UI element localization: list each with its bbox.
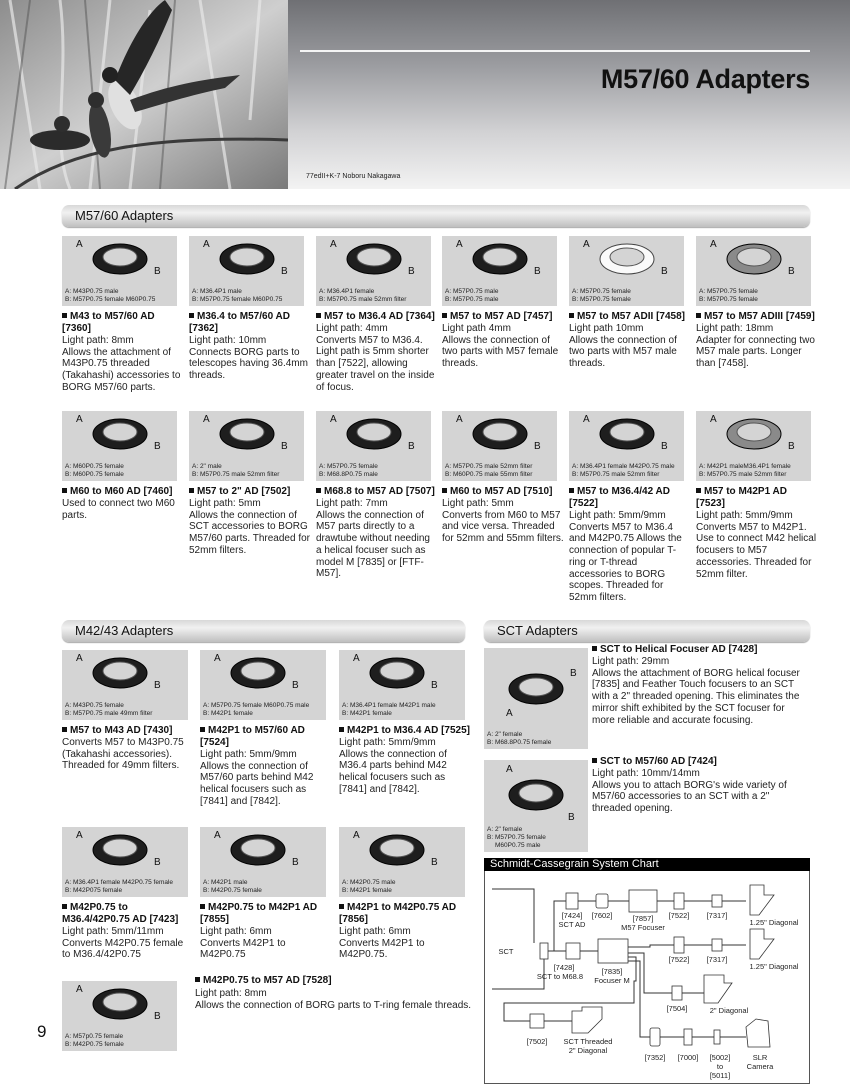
bullet-square-icon (200, 727, 205, 732)
thread-spec (699, 463, 791, 479)
end-b-label: B (154, 857, 161, 868)
end-a-label: A (456, 239, 463, 250)
product-photo (62, 650, 188, 720)
thread-spec (572, 463, 675, 479)
product-card (62, 975, 472, 1051)
thread-spec-a: A: 2" female (487, 826, 523, 833)
thread-spec (445, 288, 498, 304)
product-description: Light path: 7mm Allows the connection of M57 parts directly to a drawtube without needing a helical focuser such as model M [7835] or [FTF-M57]. (316, 498, 430, 580)
product-card (442, 411, 564, 545)
thread-spec-b: B: M68.8P0.75 male (319, 471, 378, 478)
chart-label-5002: [5002] (709, 1053, 731, 1062)
product-photo (200, 827, 326, 897)
chart-label-to: to (716, 1062, 724, 1071)
end-b-label: B (292, 680, 299, 691)
sct-chart-title: Schmidt-Cassegrain System Chart (484, 858, 810, 871)
thread-spec-b: B: M57P0.75 female M60P0.75 (192, 296, 283, 303)
thread-spec-b: B: M42P0.75 female (203, 887, 262, 894)
product-title-text: M57 to M57 ADIII [7459] (704, 311, 815, 322)
end-a-label: A (710, 239, 717, 250)
end-a-label: A (353, 653, 360, 664)
product-title (569, 311, 691, 323)
product-photo (339, 650, 465, 720)
adapter-ring-icon (344, 415, 404, 453)
end-a-label: A (330, 414, 337, 425)
thread-spec-a: A: M57P0.75 female (572, 288, 631, 295)
bullet-square-icon (189, 488, 194, 493)
adapter-ring-icon (506, 670, 566, 708)
thread-spec (487, 826, 546, 850)
end-a-label: A (76, 830, 83, 841)
product-title (316, 486, 438, 498)
end-b-label: B (154, 441, 161, 452)
chart-label-7857-sub: M57 Focuser (621, 923, 665, 932)
product-title (62, 311, 184, 335)
product-photo (339, 827, 465, 897)
chart-label-7835: [7835] (601, 967, 623, 976)
product-photo (569, 236, 684, 306)
thread-spec (65, 463, 124, 479)
end-b-label: B (788, 266, 795, 277)
thread-spec-a: A: 2" male (192, 463, 222, 470)
end-b-label: B (154, 266, 161, 277)
thread-spec-a: A: M43P0.75 female (65, 702, 124, 709)
thread-spec-a: A: 2" female (487, 731, 523, 738)
product-title-text: M60 to M60 AD [7460] (70, 486, 173, 497)
product-title-text: M42P0.75 to M57 AD [7528] (203, 975, 332, 986)
bullet-square-icon (696, 488, 701, 493)
section-header-sct: SCT Adapters (484, 620, 810, 642)
product-description: Light path: 8mm Allows the attachment of M43P0.75 threaded (Takahashi) accessories to BORG M57/60 parts. (62, 335, 181, 393)
product-title-text: M42P1 to M42P0.75 AD [7856] (339, 902, 457, 925)
thread-spec (65, 879, 173, 895)
chart-label-sct-diag-sub: 2" Diagonal (568, 1046, 608, 1055)
adapter-ring-icon (367, 654, 427, 692)
bullet-square-icon (62, 904, 67, 909)
thread-spec-b: B: M42P1 female (203, 710, 253, 717)
chart-label-7835-sub: Focuser M (594, 976, 630, 985)
product-description: Light path: 5mm Converts from M60 to M57 and vice versa. Threaded for 52mm and 55mm filters. (442, 498, 564, 545)
page-title: M57/60 Adapters (600, 64, 810, 94)
end-a-label: A (456, 414, 463, 425)
chart-label-7428-sub: SCT to M68.8 (536, 972, 584, 981)
chart-label-7522a: [7522] (668, 911, 690, 920)
adapter-ring-icon (90, 654, 150, 692)
thread-spec-b: B: M60P0.75 male 55mm filter (445, 471, 533, 478)
thread-spec-a: A: M36.4P1 female M42P1 male (342, 702, 436, 709)
bullet-square-icon (592, 758, 597, 763)
end-b-label: B (281, 266, 288, 277)
end-a-label: A (203, 239, 210, 250)
product-card (189, 236, 311, 382)
product-title (569, 486, 691, 510)
chart-label-5011: [5011] (709, 1071, 731, 1080)
product-card (62, 650, 194, 772)
adapter-ring-icon (217, 415, 277, 453)
end-a-label: A (214, 830, 221, 841)
product-title-text: M42P1 to M36.4 AD [7525] (347, 725, 471, 736)
product-title-text: M36.4 to M57/60 AD [7362] (189, 311, 290, 334)
chart-label-7000: [7000] (677, 1053, 699, 1062)
thread-spec-b: B: M57P0.75 male 52mm filter (319, 296, 407, 303)
product-description: Light path 10mm Allows the connection of two parts with M57 male threads. (569, 323, 677, 370)
product-title (62, 486, 184, 498)
end-b-label: B (568, 812, 575, 823)
thread-spec-a: A: M57P0.75 female M60P0.75 male (203, 702, 310, 709)
end-b-label: B (292, 857, 299, 868)
product-photo (62, 981, 177, 1051)
product-title-text: M42P1 to M57/60 AD [7524] (200, 725, 305, 748)
product-title-text: SCT to Helical Focuser AD [7428] (600, 644, 758, 655)
bullet-square-icon (339, 727, 344, 732)
end-b-label: B (431, 857, 438, 868)
product-description: Light path: 6mm Converts M42P1 to M42P0.75. (339, 926, 425, 961)
product-card (569, 236, 691, 370)
product-title (200, 725, 332, 749)
page-number: 9 (37, 1022, 47, 1041)
product-title (442, 486, 564, 498)
chart-label-diag125a: 1.25" Diagonal (749, 918, 799, 927)
product-title (316, 311, 438, 323)
end-b-label: B (154, 680, 161, 691)
end-a-label: A (506, 764, 513, 775)
product-photo (316, 236, 431, 306)
product-title-text: M43 to M57/60 AD [7360] (62, 311, 155, 334)
adapter-ring-icon (90, 240, 150, 278)
product-description: Light path: 8mm Allows the connection of BORG parts to T-ring female threads. (195, 988, 472, 1011)
product-card (62, 411, 184, 521)
thread-spec-b: B: M42P1 female (342, 887, 392, 894)
bullet-square-icon (316, 488, 321, 493)
bullet-square-icon (189, 313, 194, 318)
chart-label-7504: [7504] (666, 1004, 688, 1013)
thread-spec-b: B: M57P0.75 male 52mm filter (572, 471, 660, 478)
chart-label-sct: SCT (498, 947, 514, 956)
bullet-square-icon (62, 488, 67, 493)
product-description: Light path: 6mm Converts M42P1 to M42P0.75 (200, 926, 286, 961)
adapter-ring-icon (597, 415, 657, 453)
end-a-label: A (330, 239, 337, 250)
product-card (316, 236, 438, 393)
product-photo (696, 411, 811, 481)
product-title (592, 756, 810, 768)
bullet-square-icon (316, 313, 321, 318)
chart-label-7602: [7602] (591, 911, 613, 920)
bullet-square-icon (195, 977, 200, 982)
thread-spec-a: A: M36.4P1 female M42P0.75 male (572, 463, 675, 470)
adapter-ring-icon (470, 415, 530, 453)
bullet-square-icon (569, 313, 574, 318)
product-card (62, 827, 194, 961)
thread-spec-b: B: M57P0.75 male 52mm filter (699, 471, 787, 478)
product-photo (200, 650, 326, 720)
product-title-text: M42P0.75 to M36.4/42P0.75 AD [7423] (62, 902, 179, 925)
thread-spec-b: B: M57P0.75 male 49mm filter (65, 710, 153, 717)
adapter-ring-icon (90, 831, 150, 869)
bullet-square-icon (442, 488, 447, 493)
chart-label-7424: [7424] (561, 911, 583, 920)
product-photo (442, 411, 557, 481)
product-description: Converts M57 to M43P0.75 (Takahashi accessories). Threaded for 49mm filters. (62, 737, 184, 772)
product-description: Light path: 18mm Adapter for connecting two M57 male parts. Longer than [7458]. (696, 323, 815, 370)
chart-label-7428: [7428] (553, 963, 575, 972)
thread-spec (65, 288, 155, 304)
product-description: Light path: 5mm/9mm Converts M57 to M36.4 and M42P0.75 Allows the connection of popular T-ring or T-thread accessories to BORG scopes. Threaded for 52mm filters. (569, 510, 682, 603)
thread-spec-b: B: M57P0.75 female (487, 834, 546, 841)
product-card (62, 236, 184, 394)
product-photo (484, 648, 588, 749)
photo-credit: 77edII+K-7 Noboru Nakagawa (306, 173, 401, 180)
thread-spec (192, 288, 282, 304)
adapter-ring-icon (217, 240, 277, 278)
product-card (200, 827, 332, 961)
thread-spec (572, 288, 631, 304)
end-a-label: A (214, 653, 221, 664)
product-title (339, 902, 471, 926)
chart-label-sct-diag: SCT Threaded (563, 1037, 613, 1046)
end-a-label: A (353, 830, 360, 841)
product-description: Light path: 10mm/14mm Allows you to attach BORG's wide variety of M57/60 accessories to an SCT with a 2" threaded opening. (592, 768, 787, 815)
product-description: Light path: 5mm/11mm Converts M42P0.75 female to M36.4/42P0.75 (62, 926, 184, 961)
adapter-ring-icon (367, 831, 427, 869)
product-title-text: M57 to 2" AD [7502] (197, 486, 291, 497)
thread-spec (445, 463, 532, 479)
product-description: Light path: 29mm Allows the attachment of BORG helical focuser [7835] and Feather Touch focusers to an SCT with a 2" threaded opening. This eliminates the mirror shift exhibited by the SCT focuser for more reliable and accurate focusing. (592, 656, 800, 726)
bullet-square-icon (442, 313, 447, 318)
product-card (484, 644, 810, 749)
section-header-m5760: M57/60 Adapters (62, 205, 810, 227)
chart-label-7352: [7352] (644, 1053, 666, 1062)
product-title (592, 644, 810, 656)
adapter-ring-icon (344, 240, 404, 278)
thread-spec-a: A: M57P0.75 female (319, 463, 378, 470)
product-description: Light path: 5mm/9mm Converts M57 to M42P1. Use to connect M42 helical focusers to M57 accessories. Threaded for 52mm filter. (696, 510, 817, 580)
product-title-text: M57 to M57 AD [7457] (450, 311, 553, 322)
end-a-label: A (76, 239, 83, 250)
thread-spec (319, 288, 406, 304)
product-title-text: M57 to M42P1 AD [7523] (696, 486, 787, 509)
product-title (442, 311, 564, 323)
end-b-label: B (281, 441, 288, 452)
thread-spec-a: A: M42P1 male (203, 879, 248, 886)
product-card (696, 236, 818, 370)
end-b-label: B (408, 441, 415, 452)
end-a-label: A (76, 414, 83, 425)
chart-label-slr: SLR (752, 1053, 768, 1062)
product-title-text: SCT to M57/60 AD [7424] (600, 756, 717, 767)
adapter-ring-icon (228, 654, 288, 692)
product-title-text: M42P0.75 to M42P1 AD [7855] (200, 902, 318, 925)
adapter-ring-icon (724, 415, 784, 453)
product-card (339, 827, 471, 961)
product-title (62, 902, 194, 926)
product-photo (189, 236, 304, 306)
chart-label-7502: [7502] (526, 1037, 548, 1046)
thread-spec-a: A: M42P0.75 male (342, 879, 396, 886)
section-header-m4243: M42/43 Adapters (62, 620, 465, 642)
end-b-label: B (534, 441, 541, 452)
product-title-text: M68.8 to M57 AD [7507] (324, 486, 435, 497)
end-b-label: B (661, 441, 668, 452)
adapter-ring-icon (506, 776, 566, 814)
thread-spec (487, 731, 551, 747)
product-photo (569, 411, 684, 481)
header-divider (300, 50, 810, 52)
product-title-text: M57 to M43 AD [7430] (70, 725, 173, 736)
product-description: Light path: 5mm/9mm Allows the connection of M57/60 parts behind M42 helical focusers such as [7841] and [7842]. (200, 749, 314, 807)
end-b-label: B (788, 441, 795, 452)
thread-spec (342, 702, 436, 718)
sct-chart-labels (484, 871, 810, 1084)
thread-spec (192, 463, 279, 479)
product-description: Light path: 5mm Allows the connection of SCT accessories to BORG M57/60 parts. Threaded for 52mm filters. (189, 498, 310, 556)
product-card (569, 411, 691, 604)
product-title (62, 725, 194, 737)
product-description: Light path: 5mm/9mm Allows the connection of M36.4 parts behind M42 helical focusers such as [7841] and [7842]. (339, 737, 447, 795)
product-photo (696, 236, 811, 306)
thread-spec-a: A: M57P0.75 male 52mm filter (445, 463, 533, 470)
product-title (189, 311, 311, 335)
end-b-label: B (408, 266, 415, 277)
bullet-square-icon (339, 904, 344, 909)
product-title-text: M57 to M57 ADII [7458] (577, 311, 685, 322)
end-a-label: A (76, 653, 83, 664)
product-title-text: M60 to M57 AD [7510] (450, 486, 553, 497)
thread-spec-b: B: M57P0.75 female (699, 296, 758, 303)
end-b-label: B (570, 668, 577, 679)
end-b-label: B (661, 266, 668, 277)
product-photo (484, 760, 588, 852)
chart-label-7857: [7857] (632, 914, 654, 923)
bullet-square-icon (592, 646, 597, 651)
adapter-ring-icon (724, 240, 784, 278)
product-description: Light path: 10mm Connects BORG parts to telescopes having 36.4mm threads. (189, 335, 308, 382)
adapter-ring-icon (597, 240, 657, 278)
end-b-label: B (431, 680, 438, 691)
product-card (189, 411, 311, 557)
thread-spec-a: A: M36.4P1 male (192, 288, 242, 295)
thread-spec-c: M60P0.75 male (495, 842, 541, 849)
product-title (696, 486, 818, 510)
product-photo (62, 411, 177, 481)
swallows-photo-illustration (0, 0, 288, 189)
end-a-label: A (583, 239, 590, 250)
thread-spec-a: A: M36.4P1 female (319, 288, 375, 295)
end-a-label: A (583, 414, 590, 425)
thread-spec-b: B: M42P0.75 female (65, 1041, 124, 1048)
product-photo (316, 411, 431, 481)
product-photo (62, 827, 188, 897)
product-card (200, 650, 332, 808)
chart-label-7522b: [7522] (668, 955, 690, 964)
thread-spec (319, 463, 378, 479)
thread-spec (203, 702, 309, 718)
product-title (189, 486, 311, 498)
product-photo (189, 411, 304, 481)
chart-label-7424-sub: SCT AD (558, 920, 586, 929)
thread-spec-b: B: M57P0.75 male (445, 296, 499, 303)
thread-spec-a: A: M57p0.75 female (65, 1033, 124, 1040)
thread-spec-b: B: M57P0.75 female M60P0.75 (65, 296, 156, 303)
thread-spec-b: B: M68.8P0.75 female (487, 739, 552, 746)
thread-spec-b: B: M57P0.75 female (572, 296, 631, 303)
product-title-text: M57 to M36.4/42 AD [7522] (569, 486, 670, 509)
bullet-square-icon (62, 727, 67, 732)
chart-label-slr-sub: Camera (746, 1062, 774, 1071)
thread-spec (65, 702, 152, 718)
thread-spec-a: A: M43P0.75 male (65, 288, 119, 295)
adapter-ring-icon (228, 831, 288, 869)
thread-spec-a: A: M42P1 maleM36.4P1 female (699, 463, 791, 470)
product-card (484, 756, 810, 852)
adapter-ring-icon (470, 240, 530, 278)
thread-spec (203, 879, 262, 895)
thread-spec-a: A: M57P0.75 male (445, 288, 499, 295)
product-title (195, 975, 475, 987)
thread-spec-a: A: M60P0.75 female (65, 463, 124, 470)
product-photo (62, 236, 177, 306)
bullet-square-icon (200, 904, 205, 909)
thread-spec (65, 1033, 124, 1049)
product-card (339, 650, 471, 796)
thread-spec-b: B: M42P075 female (65, 887, 123, 894)
product-title (696, 311, 818, 323)
product-photo (442, 236, 557, 306)
thread-spec-b: B: M57P0.75 male 52mm filter (192, 471, 280, 478)
product-card (696, 411, 818, 580)
adapter-ring-icon (90, 415, 150, 453)
bullet-square-icon (696, 313, 701, 318)
thread-spec-a: A: M57P0.75 female (699, 288, 758, 295)
bullet-square-icon (62, 313, 67, 318)
product-description: Light path 4mm Allows the connection of two parts with M57 female threads. (442, 323, 559, 370)
end-a-label: A (203, 414, 210, 425)
end-b-label: B (154, 1011, 161, 1022)
bullet-square-icon (569, 488, 574, 493)
thread-spec (342, 879, 395, 895)
adapter-ring-icon (90, 985, 150, 1023)
chart-label-diag2: 2" Diagonal (709, 1006, 749, 1015)
product-title (339, 725, 471, 737)
end-b-label: B (534, 266, 541, 277)
product-title-text: M57 to M36.4 AD [7364] (324, 311, 435, 322)
hero-photo-swallows (0, 0, 288, 189)
chart-label-7317b: [7317] (706, 955, 728, 964)
product-title (200, 902, 332, 926)
end-a-label: A (710, 414, 717, 425)
chart-label-7317a: [7317] (706, 911, 728, 920)
end-a-label: A (506, 708, 513, 719)
thread-spec-a: A: M36.4P1 female M42P0.75 female (65, 879, 174, 886)
product-description: Used to connect two M60 parts. (62, 498, 175, 521)
thread-spec-b: B: M42P1 female (342, 710, 392, 717)
chart-label-diag125b: 1.25" Diagonal (749, 962, 799, 971)
product-card (442, 236, 564, 370)
thread-spec (699, 288, 758, 304)
thread-spec-b: B: M60P0.75 female (65, 471, 124, 478)
product-description: Light path: 4mm Converts M57 to M36.4. Light path is 5mm shorter than [7522], allowing greater travel on the inside of focus. (316, 323, 435, 393)
product-card (316, 411, 438, 580)
end-a-label: A (76, 984, 83, 995)
